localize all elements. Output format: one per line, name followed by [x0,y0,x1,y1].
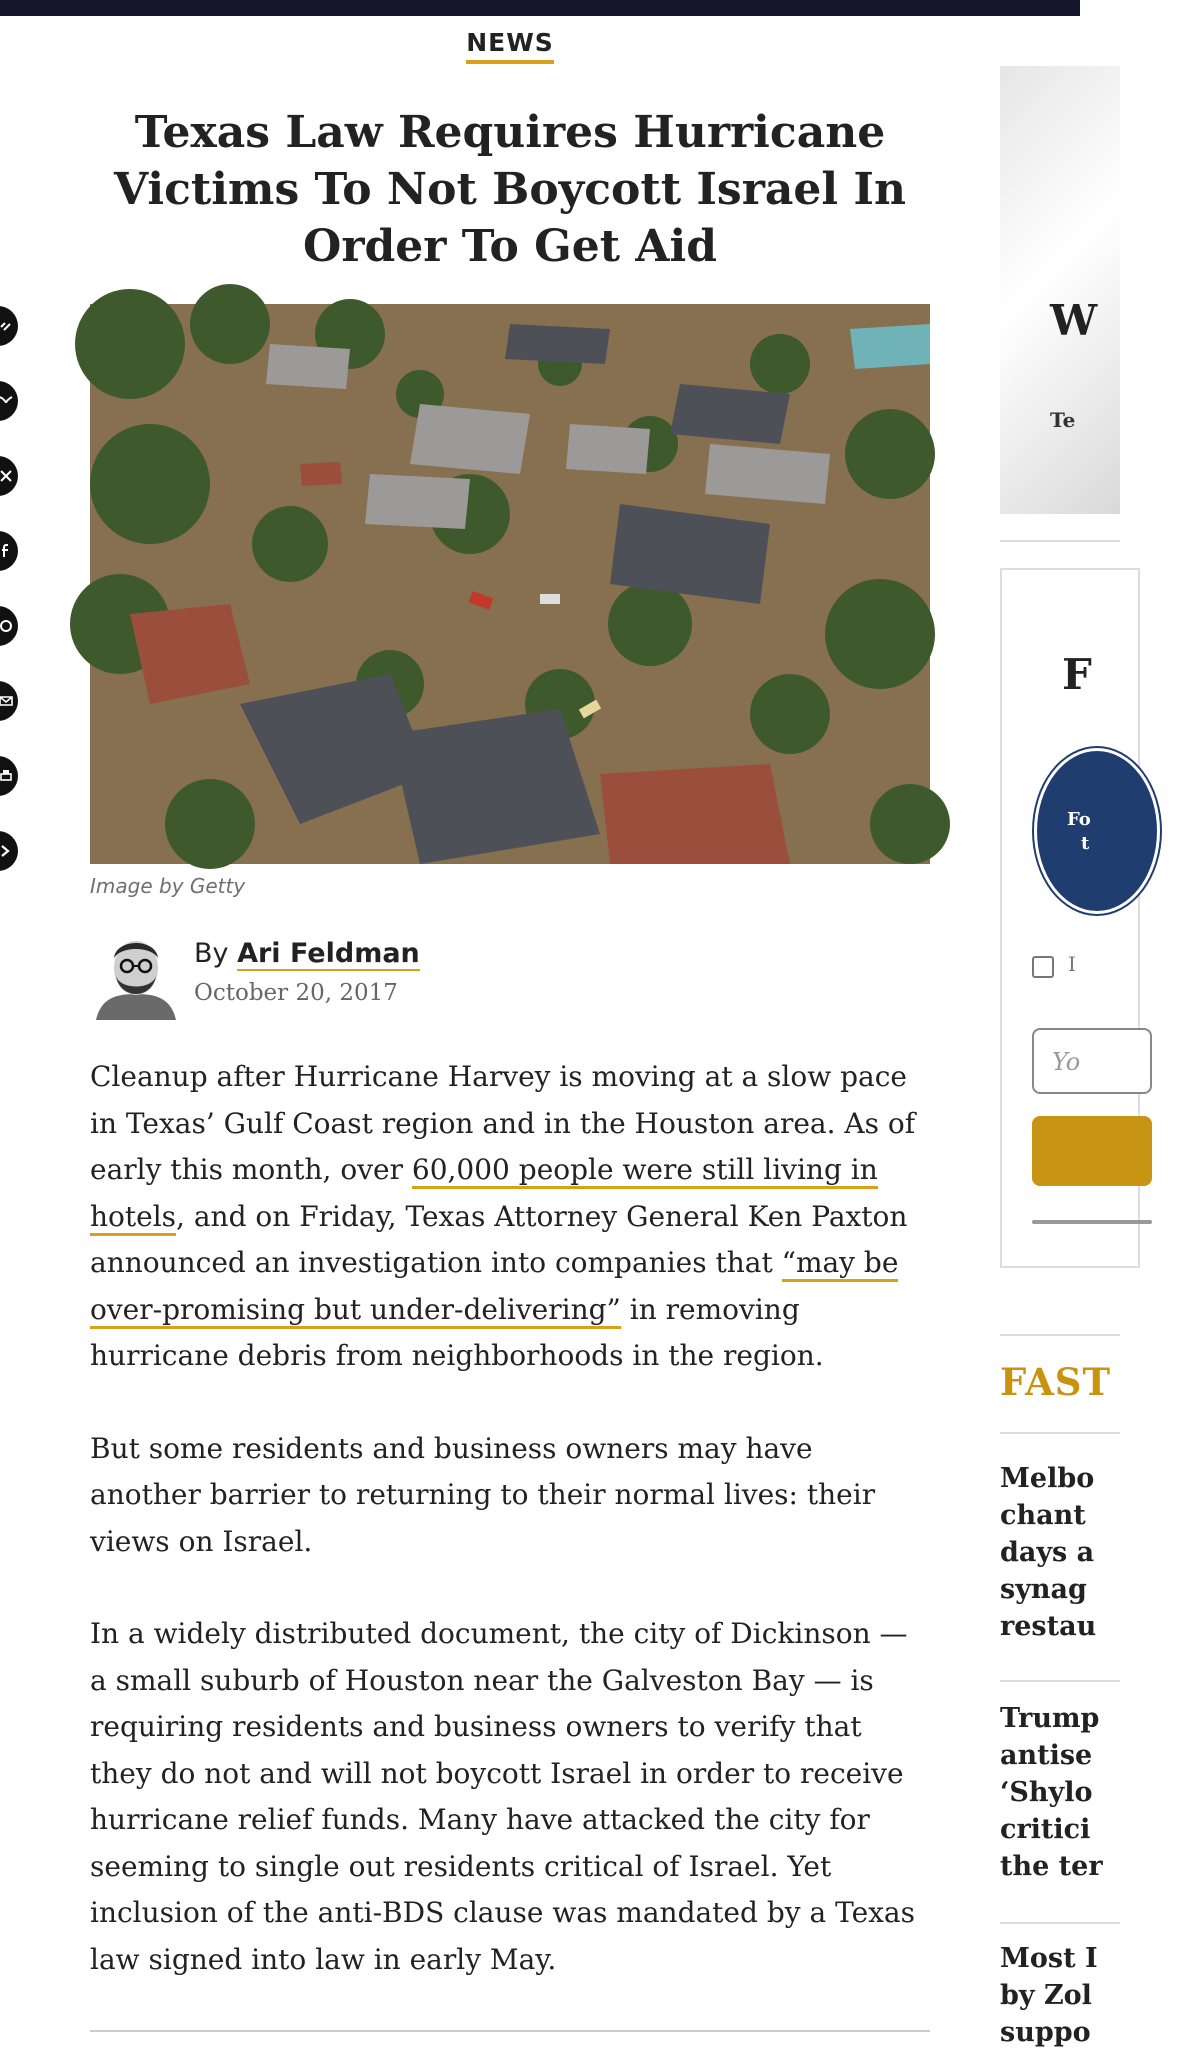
rail-divider [1000,1680,1120,1682]
newsletter-signup [1000,568,1140,1268]
byline-prefix: By [194,938,238,969]
consent-checkbox[interactable] [1032,956,1054,978]
email-field[interactable] [1032,1028,1152,1094]
category-label-wrap [90,28,930,64]
fast-forward-heading: FAST [1000,1360,1112,1404]
facebook-icon[interactable] [0,531,18,571]
article-body [90,1054,930,2029]
author-avatar[interactable] [96,928,176,1020]
rail-divider [1000,1334,1120,1336]
publish-date: October 20, 2017 [194,980,398,1006]
rail-story-3[interactable]: Most I by Zol suppo [1000,1943,1098,2048]
rail-story-1[interactable]: Melbo chant days a synag restau [1000,1463,1097,1642]
article-title: Texas Law Requires Hurricane Victims To Not Boycott Israel In Order To Get Aid [114,107,906,272]
rail-divider [1000,1922,1120,1924]
paragraph-2: But some residents and business owners may have another barrier to returning to their normal lives: their views on Israel. [90,1431,876,1558]
hero-image [90,304,930,864]
link-icon[interactable] [0,306,18,346]
author-link[interactable]: Ari Feldman [237,938,420,969]
subscribe-button[interactable] [1032,1116,1152,1186]
badge-text-2: t [1081,833,1090,854]
email-icon[interactable] [0,681,18,721]
newsletter-badge [1034,748,1160,914]
category-link[interactable]: NEWS [466,28,554,64]
byline [194,938,420,969]
bluesky-icon[interactable] [0,381,18,421]
top-bar [0,0,1080,16]
email-placeholder: Yo [1052,1048,1081,1076]
x-icon[interactable] [0,456,18,496]
content-divider [90,2030,930,2032]
newsletter-heading: F [1062,650,1092,699]
advertisement[interactable] [1000,66,1120,514]
ad-text-1: W [1050,296,1098,345]
rail-divider [1000,1432,1120,1434]
rail-story-2[interactable]: Trump antise ‘Shylo critici the ter [1000,1703,1103,1882]
rail-divider [1000,540,1120,542]
newsletter-progress [1032,1220,1152,1224]
whatsapp-icon[interactable] [0,606,18,646]
hotels-link[interactable]: 60,000 people were still living in hotels [90,1153,878,1236]
gift-icon[interactable] [0,831,18,871]
print-icon[interactable] [0,756,18,796]
over-promising-link[interactable]: “may be over-promising but under-delivering” [90,1246,898,1329]
paragraph-3: In a widely distributed document, the city of Dickinson — a small suburb of Houston near the Galveston Bay — is requiring residents and business owners to verify that they do not and will not boycott Israel in order to receive hurricane relief funds. Many have attacked the city for seeming to single out residents critical of Israel. Yet inclusion of the anti-BDS clause was mandated by a Texas law signed into law in early May. [90,1617,915,1976]
image-credit: Image by Getty [90,874,246,898]
paragraph-1: Cleanup after Hurricane Harvey is moving at a slow pace in Texas’ Gulf Coast region and in the Houston area. As of early this month, over 60,000 people were still living in hotels, and on Friday, Texas Attorney General Ken Paxton announced an investigation into companies that “may be over-promising but under-delivering” in removing hurricane debris from neighborhoods in the region. [90,1060,916,1372]
badge-text-1: Fo [1067,809,1091,830]
consent-label: I [1068,952,1076,976]
ad-text-2: Te [1050,408,1076,432]
